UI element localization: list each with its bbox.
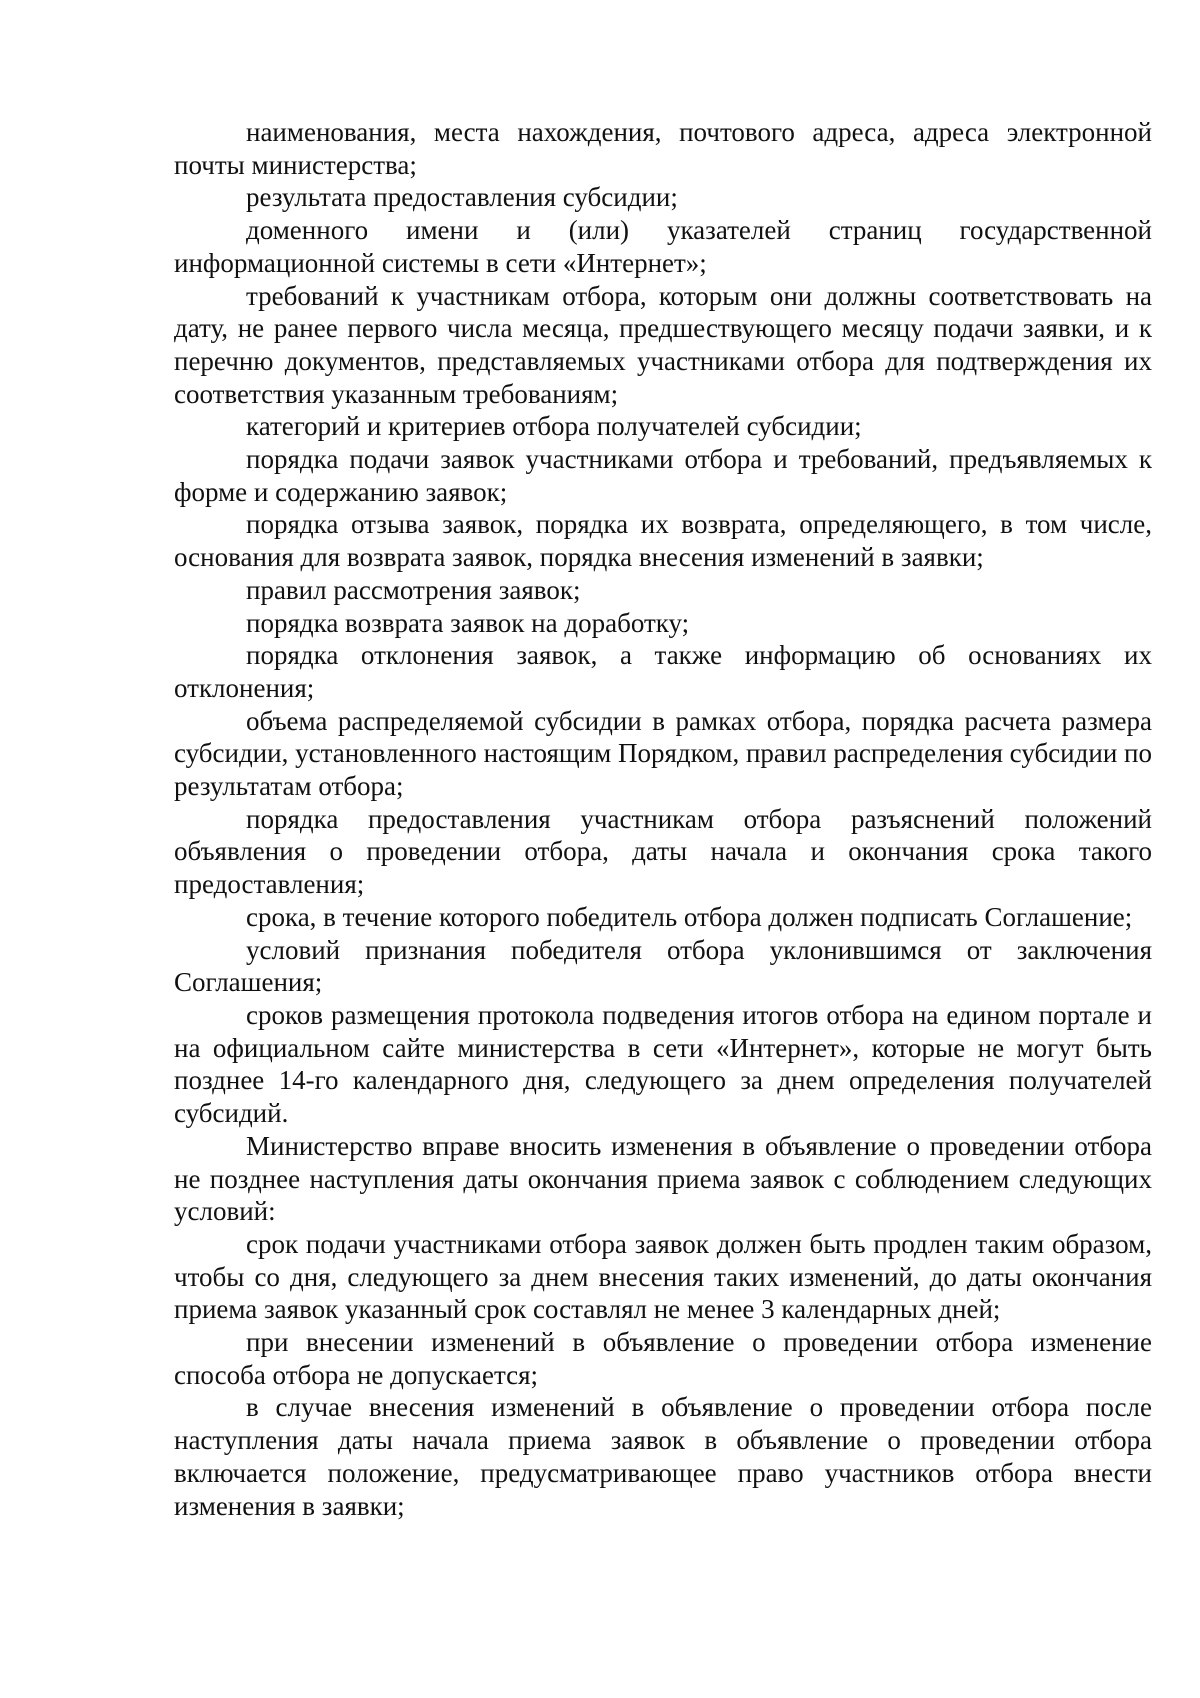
- paragraph: сроков размещения протокола подведения итогов отбора на едином портале и на официальном сайте министерства в сети «Интернет», которые не могут быть позднее 14-го календарного дня, следующего за днем определения получателей субсидий.: [174, 999, 1152, 1129]
- paragraph: наименования, места нахождения, почтового адреса, адреса электронной почты министерства;: [174, 117, 1152, 180]
- paragraph: доменного имени и (или) указателей страниц государственной информационной системы в сети «Интернет»;: [174, 215, 1152, 278]
- paragraph: в случае внесения изменений в объявление о проведении отбора после наступления даты начала приема заявок в объявление о проведении отбора включается положение, предусматривающее право участников отбора внести изменения в заявки;: [174, 1392, 1152, 1521]
- paragraph: порядка отзыва заявок, порядка их возврата, определяющего, в том числе, основания для возврата заявок, порядка внесения изменений в заявки;: [174, 509, 1152, 573]
- paragraph: категорий и критериев отбора получателей субсидии;: [246, 411, 862, 442]
- paragraph: порядка отклонения заявок, а также информацию об основаниях их отклонения;: [174, 640, 1152, 703]
- document-body: [174, 116, 1152, 1522]
- paragraph: требований к участникам отбора, которым они должны соответствовать на дату, не ранее первого числа месяца, предшествующего месяцу подачи заявки, и к перечню документов, представляемых участниками отбора для подтверждения их соответствия указанным требованиям;: [174, 280, 1152, 409]
- paragraph: порядка возврата заявок на доработку;: [246, 607, 690, 638]
- paragraph: срока, в течение которого победитель отбора должен подписать Соглашение;: [246, 901, 1133, 932]
- paragraph: условий признания победителя отбора уклонившимся от заключения Соглашения;: [174, 934, 1152, 998]
- paragraph: Министерство вправе вносить изменения в объявление о проведении отбора не позднее наступления даты окончания приема заявок с соблюдением следующих условий:: [174, 1130, 1152, 1227]
- paragraph: объема распределяемой субсидии в рамках отбора, порядка расчета размера субсидии, установленного настоящим Порядком, правил распределения субсидии по результатам отбора;: [174, 705, 1152, 802]
- paragraph: правил рассмотрения заявок;: [246, 574, 581, 605]
- paragraph: результата предоставления субсидии;: [246, 182, 678, 213]
- paragraph: срок подачи участниками отбора заявок должен быть продлен таким образом, чтобы со дня, следующего за днем внесения таких изменений, до даты окончания приема заявок указанный срок составлял не менее 3 календарных дней;: [174, 1228, 1152, 1325]
- paragraph: порядка подачи заявок участниками отбора и требований, предъявляемых к форме и содержанию заявок;: [174, 444, 1152, 507]
- paragraph: при внесении изменений в объявление о проведении отбора изменение способа отбора не допускается;: [174, 1327, 1152, 1390]
- paragraph: порядка предоставления участникам отбора разъяснений положений объявления о проведении отбора, даты начала и окончания срока такого предоставления;: [174, 803, 1152, 900]
